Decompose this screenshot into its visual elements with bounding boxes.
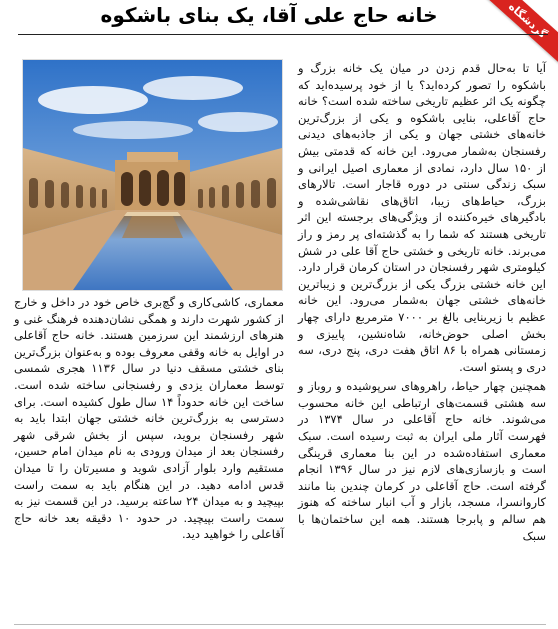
courtyard-photo	[22, 59, 283, 291]
article-column-left	[14, 294, 284, 543]
paragraph: معماری، کاشی‌کاری و گچ‌بری خاص خود در داخل و خارج از کشور شهرت دارند و همگی نشان‌دهنده فرهنگ غنی و هنرهای ارزشمند این سرزمین هستند. خانه حاج آقاعلی در اوایل به خانه وقفی معروف بوده و به‌عنوان بزرگ‌ترین بنای خشتی مسقف دنیا در سال ۱۱۳۶ هجری شمسی توسط معماران یزدی و رفسنجانی ساخته شده است. ساخت این خانه حدوداً ۱۴ سال طول کشیده است. برای دسترسی به بزرگ‌ترین خانه خشتی جهان ابتدا باید به شهر رفسنجان بروید، سپس از بخش شرقی شهر رفسنجان بعد از میدان ورودی به نام میدان امام حسین، مستقیم وارد بلوار آزادی شوید و مسیرتان را تا میدان قدس ادامه دهید. در این هنگام باید به سمت راست بپیچید و به میدان ۲۴ ساعته برسید. در این قسمت نیز به سمت راست بپیچید. در حدود ۱۰ دقیقه بعد خانه حاج آقاعلی را خواهید دید.	[14, 295, 285, 542]
cloud	[143, 76, 243, 100]
cloud	[198, 112, 278, 132]
title-divider	[18, 34, 548, 35]
article-column-right	[298, 60, 546, 544]
article-title: خانه حاج علی آقا، یک بنای باشکوه	[100, 3, 438, 27]
section-ribbon: گردشگاه	[482, 0, 558, 63]
cloud	[73, 121, 193, 139]
article-header	[0, 0, 558, 32]
paragraph: همچنین چهار حیاط، راهروهای سرپوشیده و روباز و سه هشتی قسمت‌های ارتباطی این خانه محسوب می‌شوند. خانه حاج آقاعلی در سال ۱۳۷۴ در فهرست آثار ملی ایران به ثبت رسیده است. سبک معماری استفاده‌شده در این بنا معماری قرینگی است و بازسازی‌های لازم نیز در سال ۱۳۹۶ انجام گرفته است. حاج آقاعلی در کرمان چندین بنا مانند کاروانسرا، مسجد، بازار و آب انبار ساخته که هنوز هم سالم و پابرجا هستند. همه این ساختمان‌ها با سبک	[298, 379, 546, 543]
cloud	[38, 86, 148, 114]
paragraph: آیا تا به‌حال قدم زدن در میان یک خانه بزرگ و باشکوه را تصور کرده‌اید؟ یا از خود پرسیده‌اید که چگونه یک اثر عظیم تاریخی ساخته شده است؟ خانه حاج آقاعلی، بنایی باشکوه و یکی از بزرگ‌ترین خانه‌های خشتی جهان و یکی از جاذبه‌های دیدنی رفسنجان به‌شمار می‌رود. این خانه که قدمتی بیش از ۱۵۰ سال دارد، نمادی از معماری اصیل ایرانی و سبک زندگی سنتی در دوره قاجار است. تالارهای بزرگ، حیاط‌های زیبا، اتاق‌های نقاشی‌شده و بادگیرهای خیره‌کننده از ویژگی‌های برجسته این اثر تاریخی هستند که شما را به گذشته‌ای پر رمز و راز می‌برند. خانه تاریخی و خشتی حاج آقا علی در شش کیلومتری شهر رفسنجان در استان کرمان قرار دارد. این خانه خشتی بزرگ یکی از بزرگ‌ترین و زیباترین خانه‌های خشتی جهان به‌شمار می‌رود. این خانه عظیم با زیربنایی بالغ بر ۷۰۰۰ مترمربع دارای چهار بخش اصلی حوض‌خانه، شاه‌نشین، پاییزی و زمستانی همراه با ۸۶ اتاق هفت دری، پنج دری، سه دری و پستو است.	[298, 61, 547, 374]
bottom-divider	[14, 624, 546, 625]
